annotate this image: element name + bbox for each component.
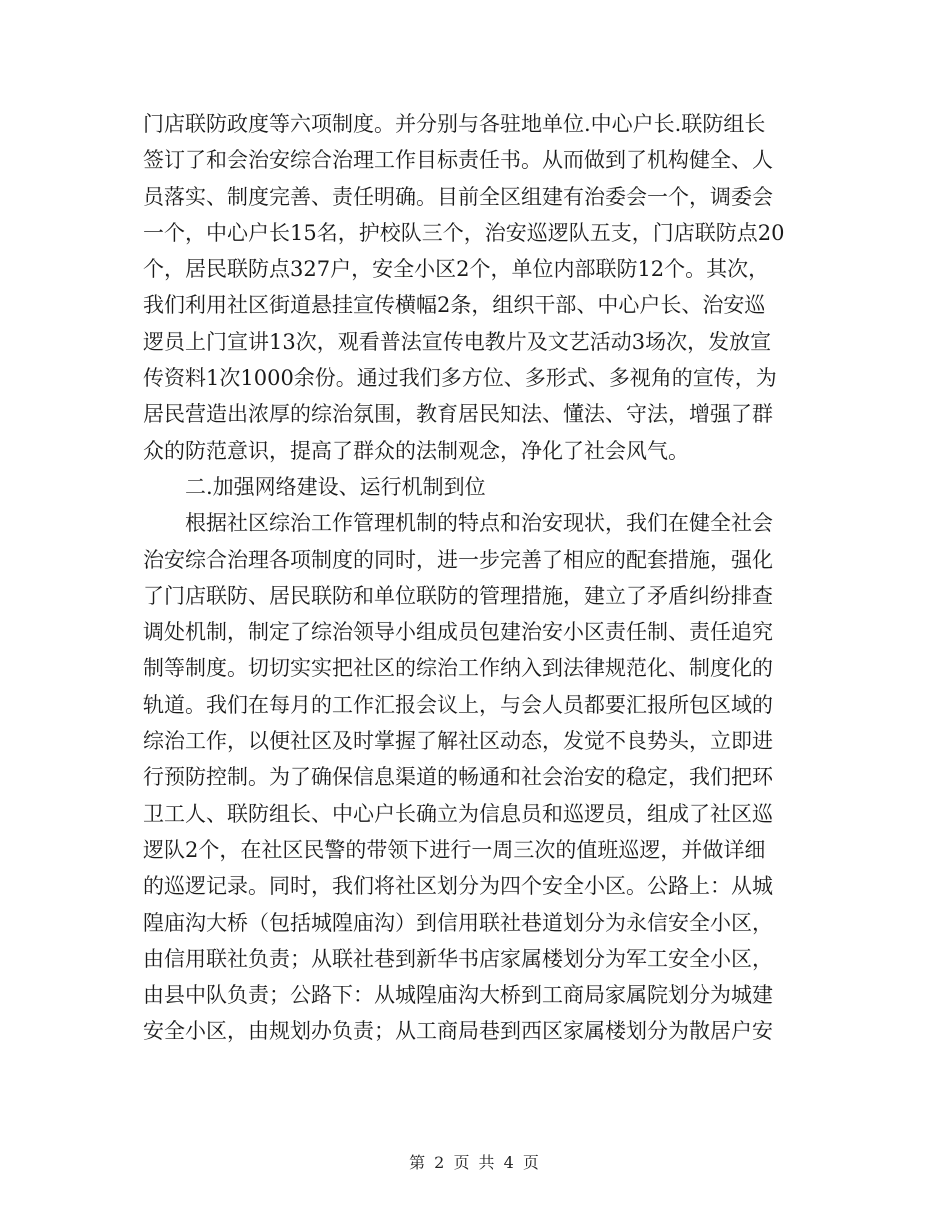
text-line: 安全小区，由规划办负责；从工商局巷到西区家属楼划分为散居户安 <box>143 1019 773 1044</box>
text-line: 制等制度。切切实实把社区的综治工作纳入到法律规范化、制度化的 <box>143 656 773 681</box>
text-line: 逻员上门宣讲13次，观看普法宣传电教片及文艺活动3场次，发放宣 <box>143 329 772 354</box>
text-line: 的巡逻记录。同时，我们将社区划分为四个安全小区。公路上：从城 <box>143 874 773 899</box>
text-line: 隍庙沟大桥（包括城隍庙沟）到信用联社巷道划分为永信安全小区， <box>143 910 773 935</box>
text-line: 调处机制，制定了综治领导小组成员包建治安小区责任制、责任追究 <box>143 620 773 645</box>
text-line: 门店联防政度等六项制度。并分别与各驻地单位.中心户长.联防组长 <box>143 112 766 136</box>
text-line: 由县中队负责；公路下：从城隍庙沟大桥到工商局家属院划分为城建 <box>143 983 773 1008</box>
text-line: 卫工人、联防组长、中心户长确立为信息员和巡逻员，组成了社区巡 <box>143 801 773 826</box>
text-line: 员落实、制度完善、责任明确。目前全区组建有治委会一个，调委会 <box>143 184 773 209</box>
page-footer: 第 2 页 共 4 页 <box>409 1153 541 1172</box>
text-line: 众的防范意识，提高了群众的法制观念，净化了社会风气。 <box>143 438 689 463</box>
text-line: 综治工作，以便社区及时掌握了解社区动态，发觉不良势头，立即进 <box>143 729 773 754</box>
text-line: 我们利用社区街道悬挂宣传横幅2条，组织干部、中心户长、治安巡 <box>143 293 766 318</box>
body-text <box>143 106 803 1050</box>
text-line: 逻队2个，在社区民警的带领下进行一周三次的值班巡逻，并做详细 <box>143 837 766 862</box>
text-line: 轨道。我们在每月的工作汇报会议上，与会人员都要汇报所包区域的 <box>143 692 773 717</box>
text-line: 行预防控制。为了确保信息渠道的畅通和社会治安的稳定，我们把环 <box>143 765 773 790</box>
text-line: 治安综合治理各项制度的同时，进一步完善了相应的配套措施，强化 <box>143 547 773 572</box>
text-line: 居民营造出浓厚的综治氛围，教育居民知法、懂法、守法，增强了群 <box>143 402 773 427</box>
text-line: 一个，中心户长15名，护校队三个，治安巡逻队五支，门店联防点20 <box>143 220 785 245</box>
text-line: 了门店联防、居民联防和单位联防的管理措施，建立了矛盾纠纷排查 <box>143 583 773 608</box>
text-line: 签订了和会治安综合治理工作目标责任书。从而做到了机构健全、人 <box>143 148 773 173</box>
text-line: 由信用联社负责；从联社巷到新华书店家属楼划分为军工安全小区， <box>143 946 773 971</box>
text-line: 个，居民联防点327户，安全小区2个，单位内部联防12个。其次， <box>143 257 770 282</box>
paragraph-start-line: 根据社区综治工作管理机制的特点和治安现状，我们在健全社会 <box>185 511 773 536</box>
paragraph-start-line: 二.加强网络建设、运行机制到位 <box>185 474 486 499</box>
text-line: 传资料1次1000余份。通过我们多方位、多形式、多视角的宣传，为 <box>143 366 777 391</box>
